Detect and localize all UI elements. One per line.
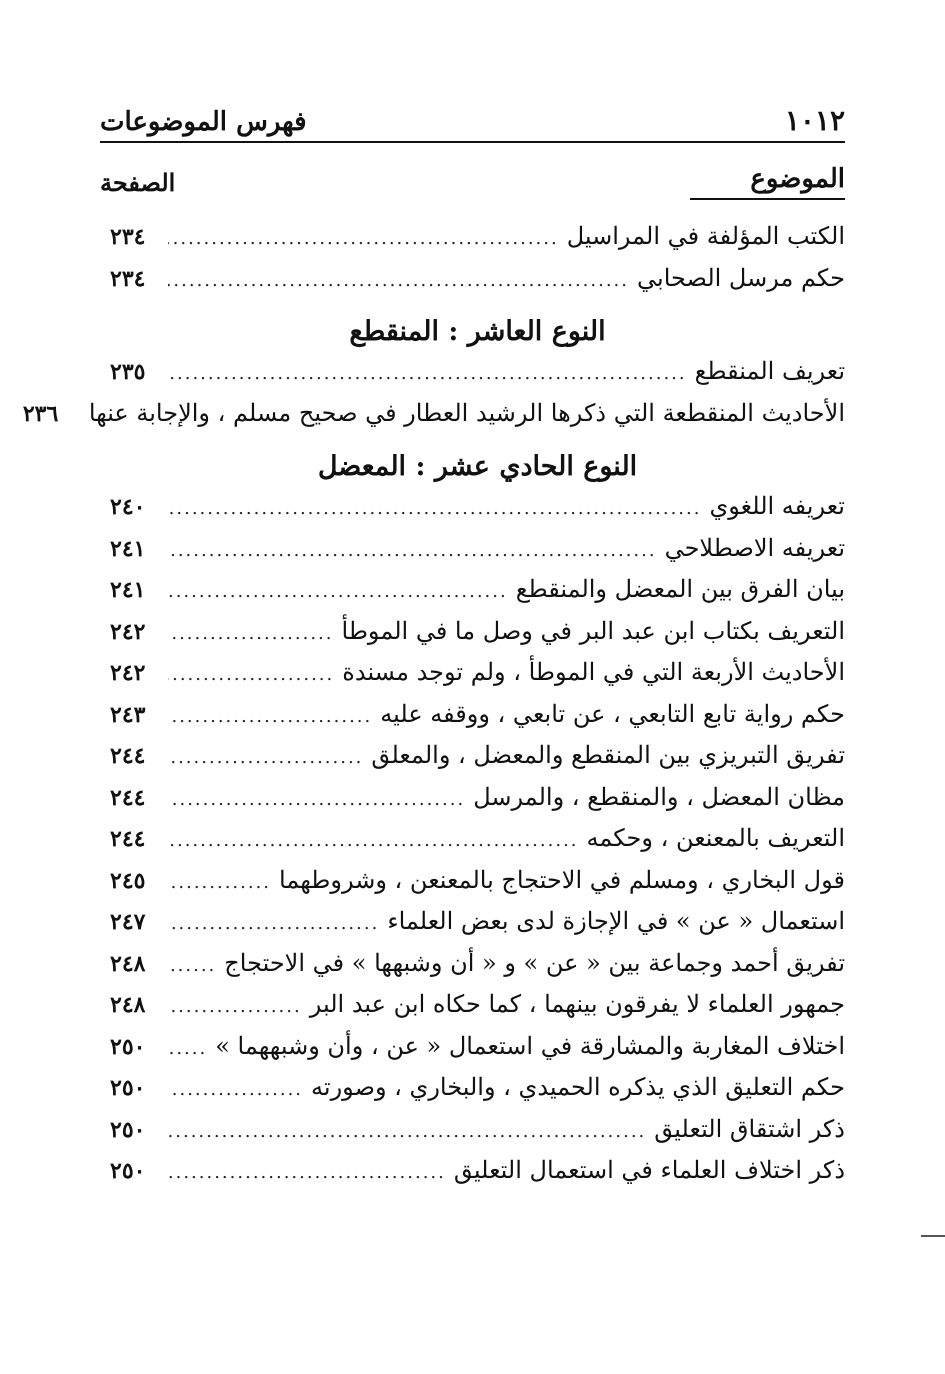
index-entry [110,1032,845,1074]
entry-page: ٢٥٠ [110,1075,146,1101]
entry-subject: استعمال « عن » في الإجازة لدى بعض العلماء [387,907,845,935]
index-entry [110,866,845,908]
entry-subject: قول البخاري ، ومسلم في الاحتجاج بالمعنعن ، وشروطهما [279,865,845,894]
index-entry [110,575,845,617]
entry-subject: حكم مرسل الصحابي [637,263,845,292]
index-entry [22,398,845,441]
entry-page: ٢٤٥ [110,867,146,894]
index-entry [110,741,845,783]
index-entry [110,990,845,1032]
leader-dots [168,872,271,893]
entry-page: ٢٣٤ [110,265,146,292]
entry-subject: تعريف المنقطع [694,357,845,385]
section-heading: النوع الحادي عشر : المعضل [317,450,638,482]
index-entry [110,1156,845,1198]
leader-dots [168,623,334,644]
leader-dots [168,1079,303,1100]
column-headers [100,162,845,202]
subject-column-header: الموضوع [690,164,845,200]
entry-page: ٢٣٤ [110,224,146,250]
entry-page: ٢٥٠ [110,1033,146,1060]
entry-page: ٢٤١ [110,535,146,562]
entry-page: ٢٥٠ [110,1158,146,1184]
entry-subject: حكم رواية تابع التابعي ، عن تابعي ، ووقفه عليه [380,699,845,728]
entry-subject: تعريفه اللغوي [709,492,845,520]
entry-subject: اختلاف المغاربة والمشارقة في استعمال « عن ، وأن وشبههما » [215,1031,845,1060]
leader-dots [168,789,465,810]
entry-subject: التعريف بالمعنعن ، وحكمه [586,824,845,852]
entry-subject: ذكر اختلاف العلماء في استعمال التعليق [453,1156,845,1184]
entry-subject: تفريق أحمد وجماعة بين « عن » و « أن وشبهها » في الاحتجاج [224,948,845,977]
section-heading: النوع العاشر : المنقطع [349,315,606,347]
index-title: فهرس الموضوعات [100,107,307,137]
entry-subject: تعريفه الاصطلاحي [664,533,845,562]
leader-dots [168,913,379,934]
scan-edge-mark [921,1235,945,1237]
index-entry [110,1115,845,1157]
index-entry [110,492,845,534]
leader-dots [168,363,687,384]
leader-dots [168,747,363,768]
entry-page: ٢٣٥ [110,359,146,385]
index-entry [110,907,845,949]
leader-dots [168,830,579,851]
entry-subject: ذكر اشتقاق التعليق [654,1114,845,1143]
index-entry [110,222,845,264]
entry-page: ٢٤٨ [110,950,146,977]
leader-dots [168,955,216,976]
index-entry [110,1073,845,1115]
running-header [100,95,845,143]
entry-subject: بيان الفرق بين المعضل والمنقطع [515,575,845,603]
leader-dots [168,664,334,685]
leader-dots [168,1121,646,1142]
leader-dots [168,996,302,1017]
index-entry [110,824,845,866]
leader-dots [168,1162,446,1183]
entry-page: ٢٤١ [110,577,146,603]
entry-page: ٢٥٠ [110,1116,146,1143]
entry-page: ٢٤٤ [110,743,146,769]
index-entry [110,357,845,399]
entry-subject: الأحاديث الأربعة التي في الموطأ ، ولم توجد مسندة [342,658,845,686]
entry-subject: الكتب المؤلفة في المراسيل [566,222,845,250]
entry-page: ٢٤٠ [110,494,146,520]
index-entry [110,534,845,576]
index-entry [110,949,845,991]
page-column-header: الصفحة [100,167,176,197]
entry-page: ٢٤٢ [110,660,146,686]
leader-dots [168,228,559,249]
entry-page: ٢٤٢ [110,618,146,645]
leader-dots [168,270,629,291]
leader-dots [168,498,701,519]
index-entry [110,658,845,700]
index-entry [110,700,845,742]
index-entry [110,783,845,825]
entry-subject: مظان المعضل ، والمنقطع ، والمرسل [473,782,845,811]
entry-page: ٢٤٤ [110,784,146,811]
index-entry [110,264,845,306]
page-number: ١٠١٢ [784,104,845,137]
entry-subject: التعريف بكتاب ابن عبد البر في وصل ما في الموطأ [341,616,845,645]
entry-subject: جمهور العلماء لا يفرقون بينهما ، كما حكاه ابن عبد البر [309,990,845,1018]
entry-page: ٢٤٨ [110,992,146,1018]
index-entry [110,617,845,659]
index-entries [22,222,845,1198]
entry-page: ٢٤٧ [110,909,146,935]
entry-subject: تفريق التبريزي بين المنقطع والمعضل ، والمعلق [371,741,845,769]
entry-subject: حكم التعليق الذي يذكره الحميدي ، والبخاري ، وصورته [311,1073,845,1101]
entry-page: ٢٣٦ [22,400,59,427]
leader-dots [168,1038,207,1059]
entry-page: ٢٤٤ [110,826,146,852]
leader-dots [168,706,372,727]
leader-dots [168,540,657,561]
leader-dots [168,581,508,602]
entry-subject: الأحاديث المنقطعة التي ذكرها الرشيد العطار في صحيح مسلم ، والإجابة عنها [88,398,845,427]
entry-page: ٢٤٣ [110,701,146,728]
